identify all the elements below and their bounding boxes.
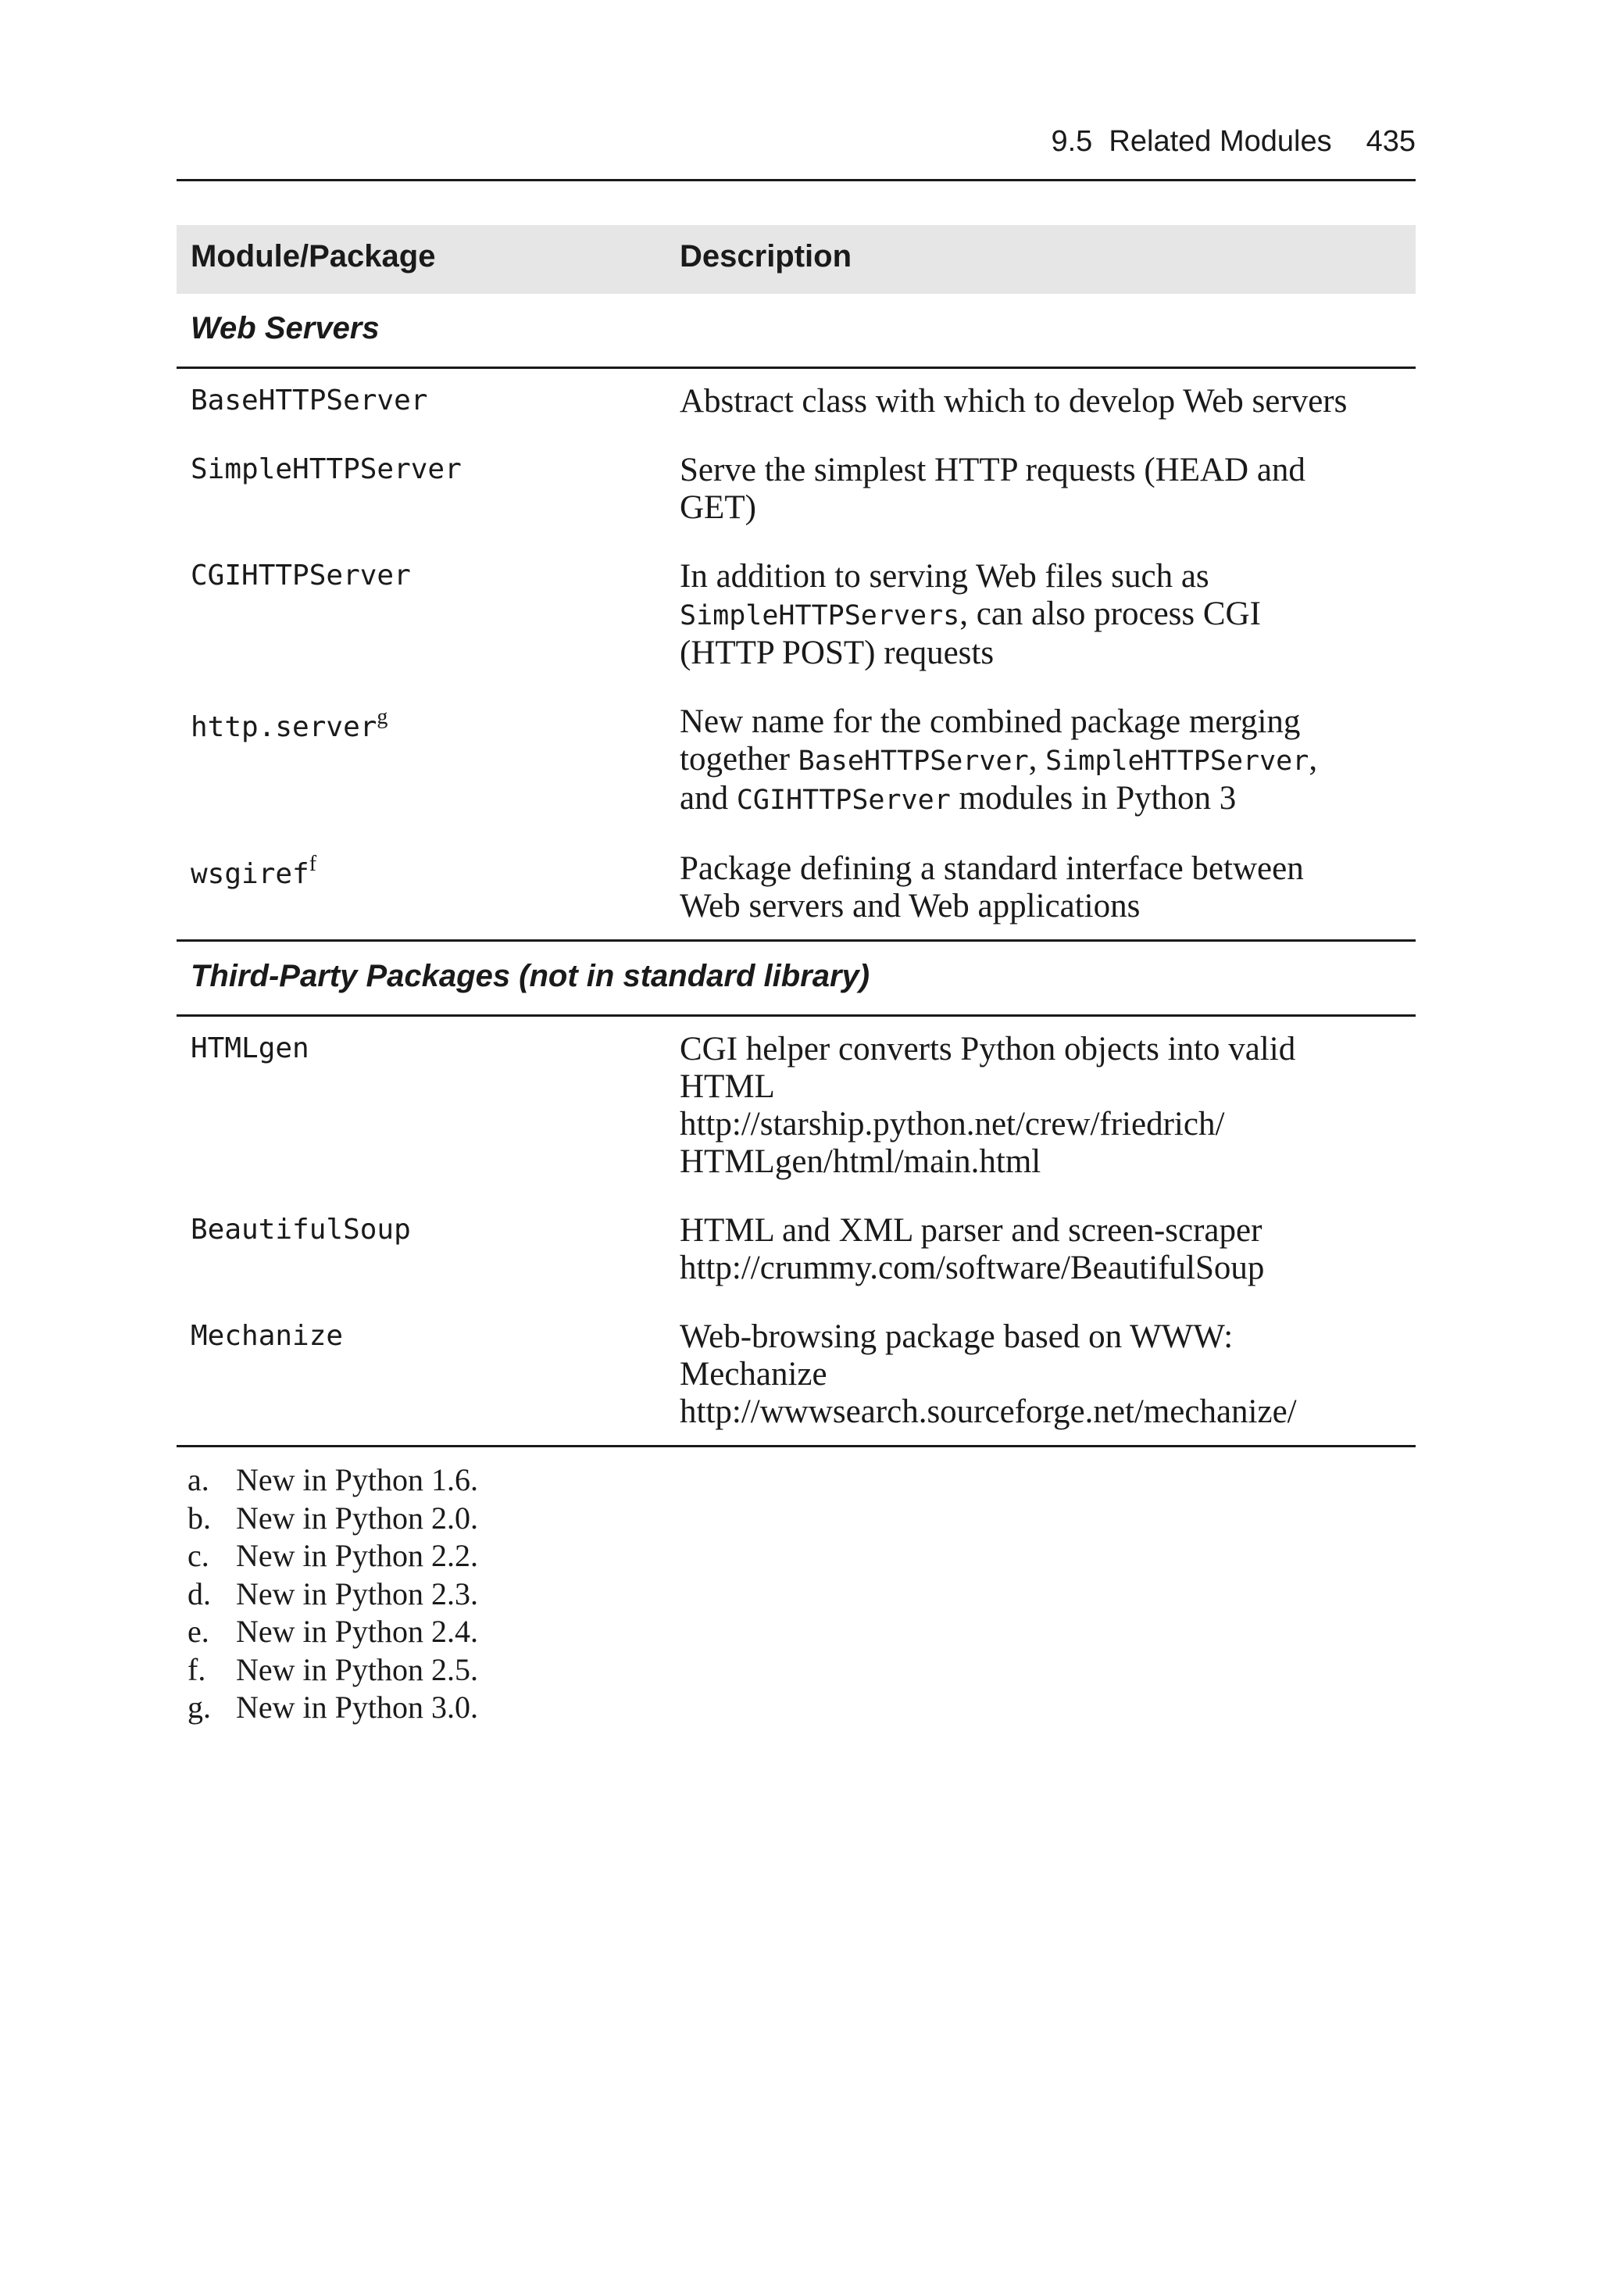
description-line: SimpleHTTPServers, can also process CGI	[680, 595, 1261, 632]
section-title: 9.5 Related Modules	[1051, 125, 1332, 158]
module-name	[191, 852, 316, 890]
footnote-mark: b.	[188, 1500, 211, 1536]
footnote-mark: g.	[188, 1690, 211, 1725]
inline-module-name: SimpleHTTPServers	[680, 600, 960, 631]
inline-module-name: SimpleHTTPServer	[1045, 746, 1309, 777]
footnote-text: New in Python 2.3.	[236, 1575, 478, 1611]
running-head	[1051, 125, 1416, 159]
table-header	[177, 225, 1416, 294]
footnote	[188, 1461, 478, 1500]
page-number: 435	[1366, 125, 1416, 158]
footnote-ref: g	[377, 705, 388, 729]
description-url: http://starship.python.net/crew/friedrich/	[680, 1106, 1225, 1143]
description-url: http://wwwsearch.sourceforge.net/mechanize/	[680, 1393, 1297, 1430]
footnote-mark: e.	[188, 1614, 209, 1649]
footnote	[188, 1613, 478, 1651]
module-description	[680, 1031, 1406, 1181]
table-row	[177, 703, 1416, 819]
description-line: (HTTP POST) requests	[680, 635, 995, 671]
description-line: Serve the simplest HTTP requests (HEAD and	[680, 452, 1305, 488]
description-line: HTML	[680, 1068, 775, 1105]
module-name	[191, 1032, 309, 1064]
footnote	[188, 1575, 478, 1614]
module-name-text: BaseHTTPServer	[191, 384, 428, 417]
group-body-third-party	[177, 1017, 1416, 1445]
column-header-module: Module/Package	[191, 239, 436, 274]
related-modules-table	[177, 225, 1416, 1447]
description-line: together BaseHTTPServer, SimpleHTTPServer,	[680, 741, 1318, 778]
description-line: CGI helper converts Python objects into valid	[680, 1031, 1296, 1068]
footnote-mark: f.	[188, 1651, 206, 1687]
module-name	[191, 705, 388, 743]
footnote-ref: f	[309, 852, 317, 876]
group-title-text: Web Servers	[191, 311, 380, 345]
module-name-text: SimpleHTTPServer	[191, 453, 462, 485]
module-name-text: BeautifulSoup	[191, 1214, 411, 1246]
module-name-text: http.server	[191, 711, 377, 743]
footnote-text: New in Python 2.4.	[236, 1614, 478, 1649]
table-row	[177, 1318, 1416, 1431]
module-description	[680, 383, 1406, 420]
module-name	[191, 1214, 411, 1246]
footnote-text: New in Python 1.6.	[236, 1462, 478, 1497]
group-title-text: Third-Party Packages (not in standard library)	[191, 959, 870, 993]
module-name	[191, 384, 427, 417]
description-line: Package defining a standard interface between	[680, 850, 1304, 887]
description-url: HTMLgen/html/main.html	[680, 1143, 1041, 1180]
description-line: GET)	[680, 489, 756, 526]
table-row	[177, 558, 1416, 672]
module-name	[191, 453, 462, 485]
footnote-text: New in Python 3.0.	[236, 1690, 478, 1725]
footnote-mark: a.	[188, 1462, 209, 1497]
table-row	[177, 850, 1416, 925]
footnote	[188, 1537, 478, 1575]
description-line: Abstract class with which to develop Web servers	[680, 383, 1348, 420]
module-name	[191, 1320, 343, 1352]
footnote	[188, 1651, 478, 1690]
module-description	[680, 452, 1406, 527]
footnote-text: New in Python 2.2.	[236, 1538, 478, 1573]
table-row	[177, 452, 1416, 527]
page-header	[177, 117, 1416, 181]
footnote-mark: c.	[188, 1538, 209, 1573]
module-name	[191, 560, 411, 592]
footnote-text: New in Python 2.0.	[236, 1500, 478, 1536]
table-row	[177, 383, 1416, 420]
description-line: In addition to serving Web files such as	[680, 558, 1209, 595]
description-line: Web servers and Web applications	[680, 888, 1141, 924]
group-title-web-servers	[177, 294, 1416, 369]
table-row	[177, 1212, 1416, 1287]
module-name-text: HTMLgen	[191, 1032, 309, 1064]
footnote	[188, 1500, 478, 1538]
module-name-text: Mechanize	[191, 1320, 344, 1352]
module-name-text: CGIHTTPServer	[191, 560, 411, 592]
description-line: New name for the combined package merging	[680, 703, 1301, 740]
module-name-text: wsgiref	[191, 858, 309, 890]
description-line: Mechanize	[680, 1356, 827, 1393]
footnote	[188, 1689, 478, 1727]
module-description	[680, 558, 1406, 672]
description-line: Web-browsing package based on WWW:	[680, 1318, 1234, 1355]
inline-module-name: BaseHTTPServer	[798, 746, 1029, 777]
inline-module-name: CGIHTTPServer	[736, 785, 951, 816]
column-header-description: Description	[680, 239, 852, 274]
group-title-third-party	[177, 939, 1416, 1017]
module-description	[680, 1212, 1406, 1287]
table-footnotes	[188, 1461, 478, 1727]
table-row	[177, 1031, 1416, 1181]
description-url: http://crummy.com/software/BeautifulSoup	[680, 1250, 1265, 1286]
description-line: HTML and XML parser and screen-scraper	[680, 1212, 1262, 1249]
description-line: and CGIHTTPServer modules in Python 3	[680, 780, 1237, 817]
group-body-web-servers	[177, 369, 1416, 939]
module-description	[680, 703, 1406, 819]
module-description	[680, 1318, 1406, 1431]
footnote-mark: d.	[188, 1575, 211, 1611]
table-bottom-rule	[177, 1445, 1416, 1447]
module-description	[680, 850, 1406, 925]
footnote-text: New in Python 2.5.	[236, 1651, 478, 1687]
